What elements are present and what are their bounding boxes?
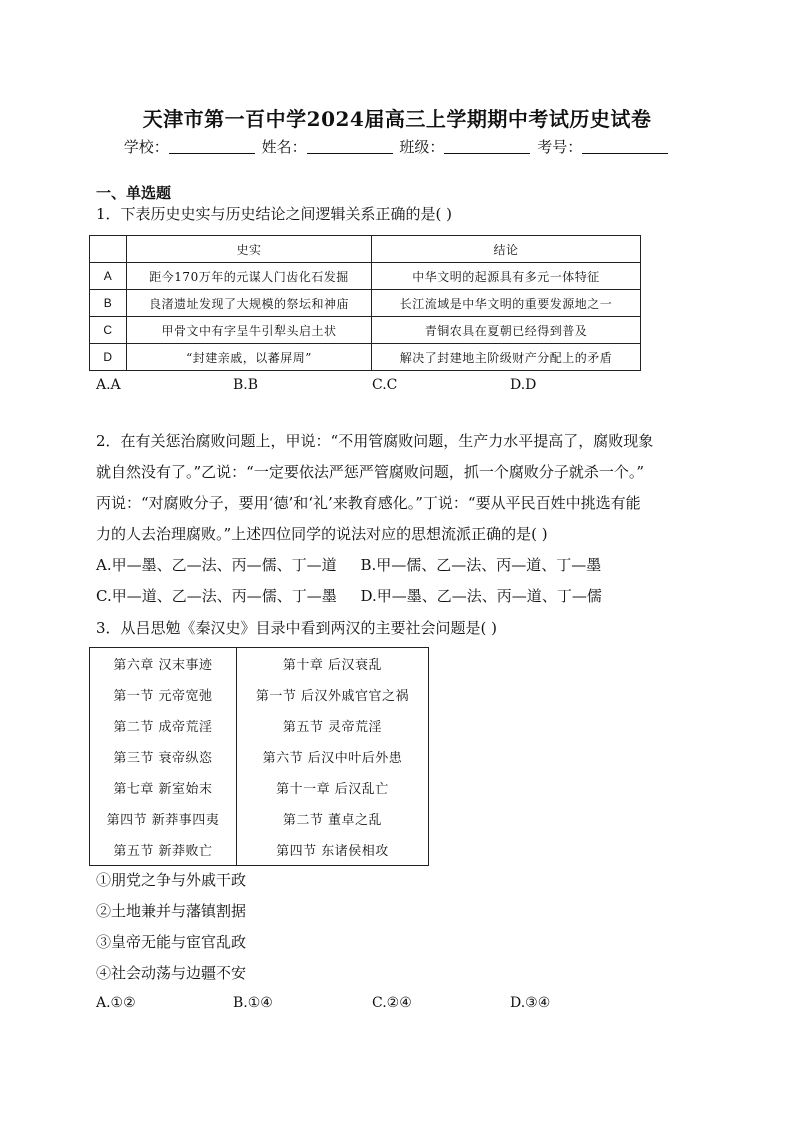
q3-option-d[interactable]: D.③④ (510, 995, 551, 1011)
q3-item-3: ③皇帝无能与宦官乱政 (96, 933, 247, 951)
row-key: B (90, 290, 127, 317)
row-conclusion: 长江流域是中华文明的重要发源地之一 (372, 290, 641, 317)
q3-item-4: ④社会动荡与边疆不安 (96, 964, 247, 982)
q2-stem (96, 426, 706, 612)
exam-title: 天津市第一百中学2024届高三上学期期中考试历史试卷 (142, 107, 652, 131)
toc-left: 第五节 新莽败亡 (90, 834, 237, 866)
header-fact: 史实 (127, 236, 372, 263)
exam-number-label: 考号： (537, 138, 583, 156)
q2-line: 丙说：“对腐败分子，要用‘德’和‘礼’来教育感化。”丁说：“要从平民百姓中挑选有能 (96, 494, 641, 512)
table-row (90, 263, 641, 290)
q1-option-b[interactable]: B.B (233, 377, 259, 393)
toc-left: 第三节 衰帝纵恣 (90, 741, 237, 772)
toc-left: 第七章 新室始末 (90, 772, 237, 803)
q3-option-c[interactable]: C.②④ (372, 995, 412, 1011)
exam-number-blank[interactable] (582, 139, 668, 154)
q3-item-2: ②土地兼并与藩镇割据 (96, 902, 247, 920)
toc-row (90, 679, 429, 710)
q2-options-ab[interactable]: A.甲—墨、乙—法、丙—儒、丁—道 B.甲—儒、乙—法、丙—道、丁—墨 (96, 556, 602, 574)
q2-line: 力的人去治理腐败。”上述四位同学的说法对应的思想流派正确的是( ) (96, 525, 548, 543)
q1-option-a[interactable]: A.A (96, 377, 121, 393)
q1-option-d[interactable]: D.D (510, 377, 537, 393)
table-header-row (90, 236, 641, 263)
q3-stem: 3．从吕思勉《秦汉史》目录中看到两汉的主要社会问题是( ) (96, 619, 498, 637)
q1-option-c[interactable]: C.C (372, 377, 398, 393)
row-key: D (90, 344, 127, 371)
toc-right: 第四节 东诸侯相攻 (237, 834, 429, 866)
row-conclusion: 中华文明的起源具有多元一体特征 (372, 263, 641, 290)
row-fact: “封建亲戚，以蕃屏周” (127, 344, 372, 371)
row-key: C (90, 317, 127, 344)
name-label: 姓名： (261, 138, 307, 156)
school-label: 学校： (123, 138, 169, 156)
q2-line: 就自然没有了。”乙说：“一定要依法严惩严管腐败问题，抓一个腐败分子就杀一个。” (96, 463, 645, 481)
toc-row (90, 648, 429, 680)
name-blank[interactable] (307, 139, 393, 154)
table-row (90, 317, 641, 344)
row-fact: 良渚遗址发现了大规模的祭坛和神庙 (127, 290, 372, 317)
row-fact: 距今170万年的元谋人门齿化石发掘 (127, 263, 372, 290)
toc-right: 第六节 后汉中叶后外患 (237, 741, 429, 772)
q3-option-a[interactable]: A.①② (96, 995, 136, 1011)
class-label: 班级： (399, 138, 445, 156)
section-heading: 一、单选题 (96, 184, 172, 202)
toc-left: 第四节 新莽事四夷 (90, 803, 237, 834)
q1-stem: 1．下表历史史实与历史结论之间逻辑关系正确的是( ) (96, 205, 453, 223)
class-blank[interactable] (444, 139, 530, 154)
q3-toc-table (89, 647, 429, 866)
table-row (90, 290, 641, 317)
row-conclusion: 青铜农具在夏朝已经得到普及 (372, 317, 641, 344)
toc-row (90, 710, 429, 741)
toc-row (90, 772, 429, 803)
toc-left: 第六章 汉末事迹 (90, 648, 237, 680)
q1-table (89, 235, 641, 371)
row-conclusion: 解决了封建地主阶级财产分配上的矛盾 (372, 344, 641, 371)
toc-left: 第一节 元帝宽弛 (90, 679, 237, 710)
toc-left: 第二节 成帝荒淫 (90, 710, 237, 741)
q2-options-cd[interactable]: C.甲—道、乙—法、丙—儒、丁—墨 D.甲—墨、乙—法、丙—道、丁—儒 (96, 587, 602, 605)
header-conclusion: 结论 (372, 236, 641, 263)
q3-item-1: ①朋党之争与外戚干政 (96, 871, 247, 889)
toc-row (90, 834, 429, 866)
school-blank[interactable] (169, 139, 255, 154)
toc-row (90, 741, 429, 772)
q2-line: 2．在有关惩治腐败问题上，甲说：“不用管腐败问题，生产力水平提高了，腐败现象 (96, 432, 654, 450)
toc-row (90, 803, 429, 834)
q3-option-b[interactable]: B.①④ (233, 995, 273, 1011)
student-info-line (0, 136, 794, 157)
toc-right: 第十章 后汉衰乱 (237, 648, 429, 680)
row-key: A (90, 263, 127, 290)
toc-right: 第二节 董卓之乱 (237, 803, 429, 834)
toc-right: 第十一章 后汉乱亡 (237, 772, 429, 803)
header-blank-cell (90, 236, 127, 263)
table-row (90, 344, 641, 371)
row-fact: 甲骨文中有字呈牛引犁头启土状 (127, 317, 372, 344)
toc-right: 第五节 灵帝荒淫 (237, 710, 429, 741)
toc-right: 第一节 后汉外戚官官之祸 (237, 679, 429, 710)
